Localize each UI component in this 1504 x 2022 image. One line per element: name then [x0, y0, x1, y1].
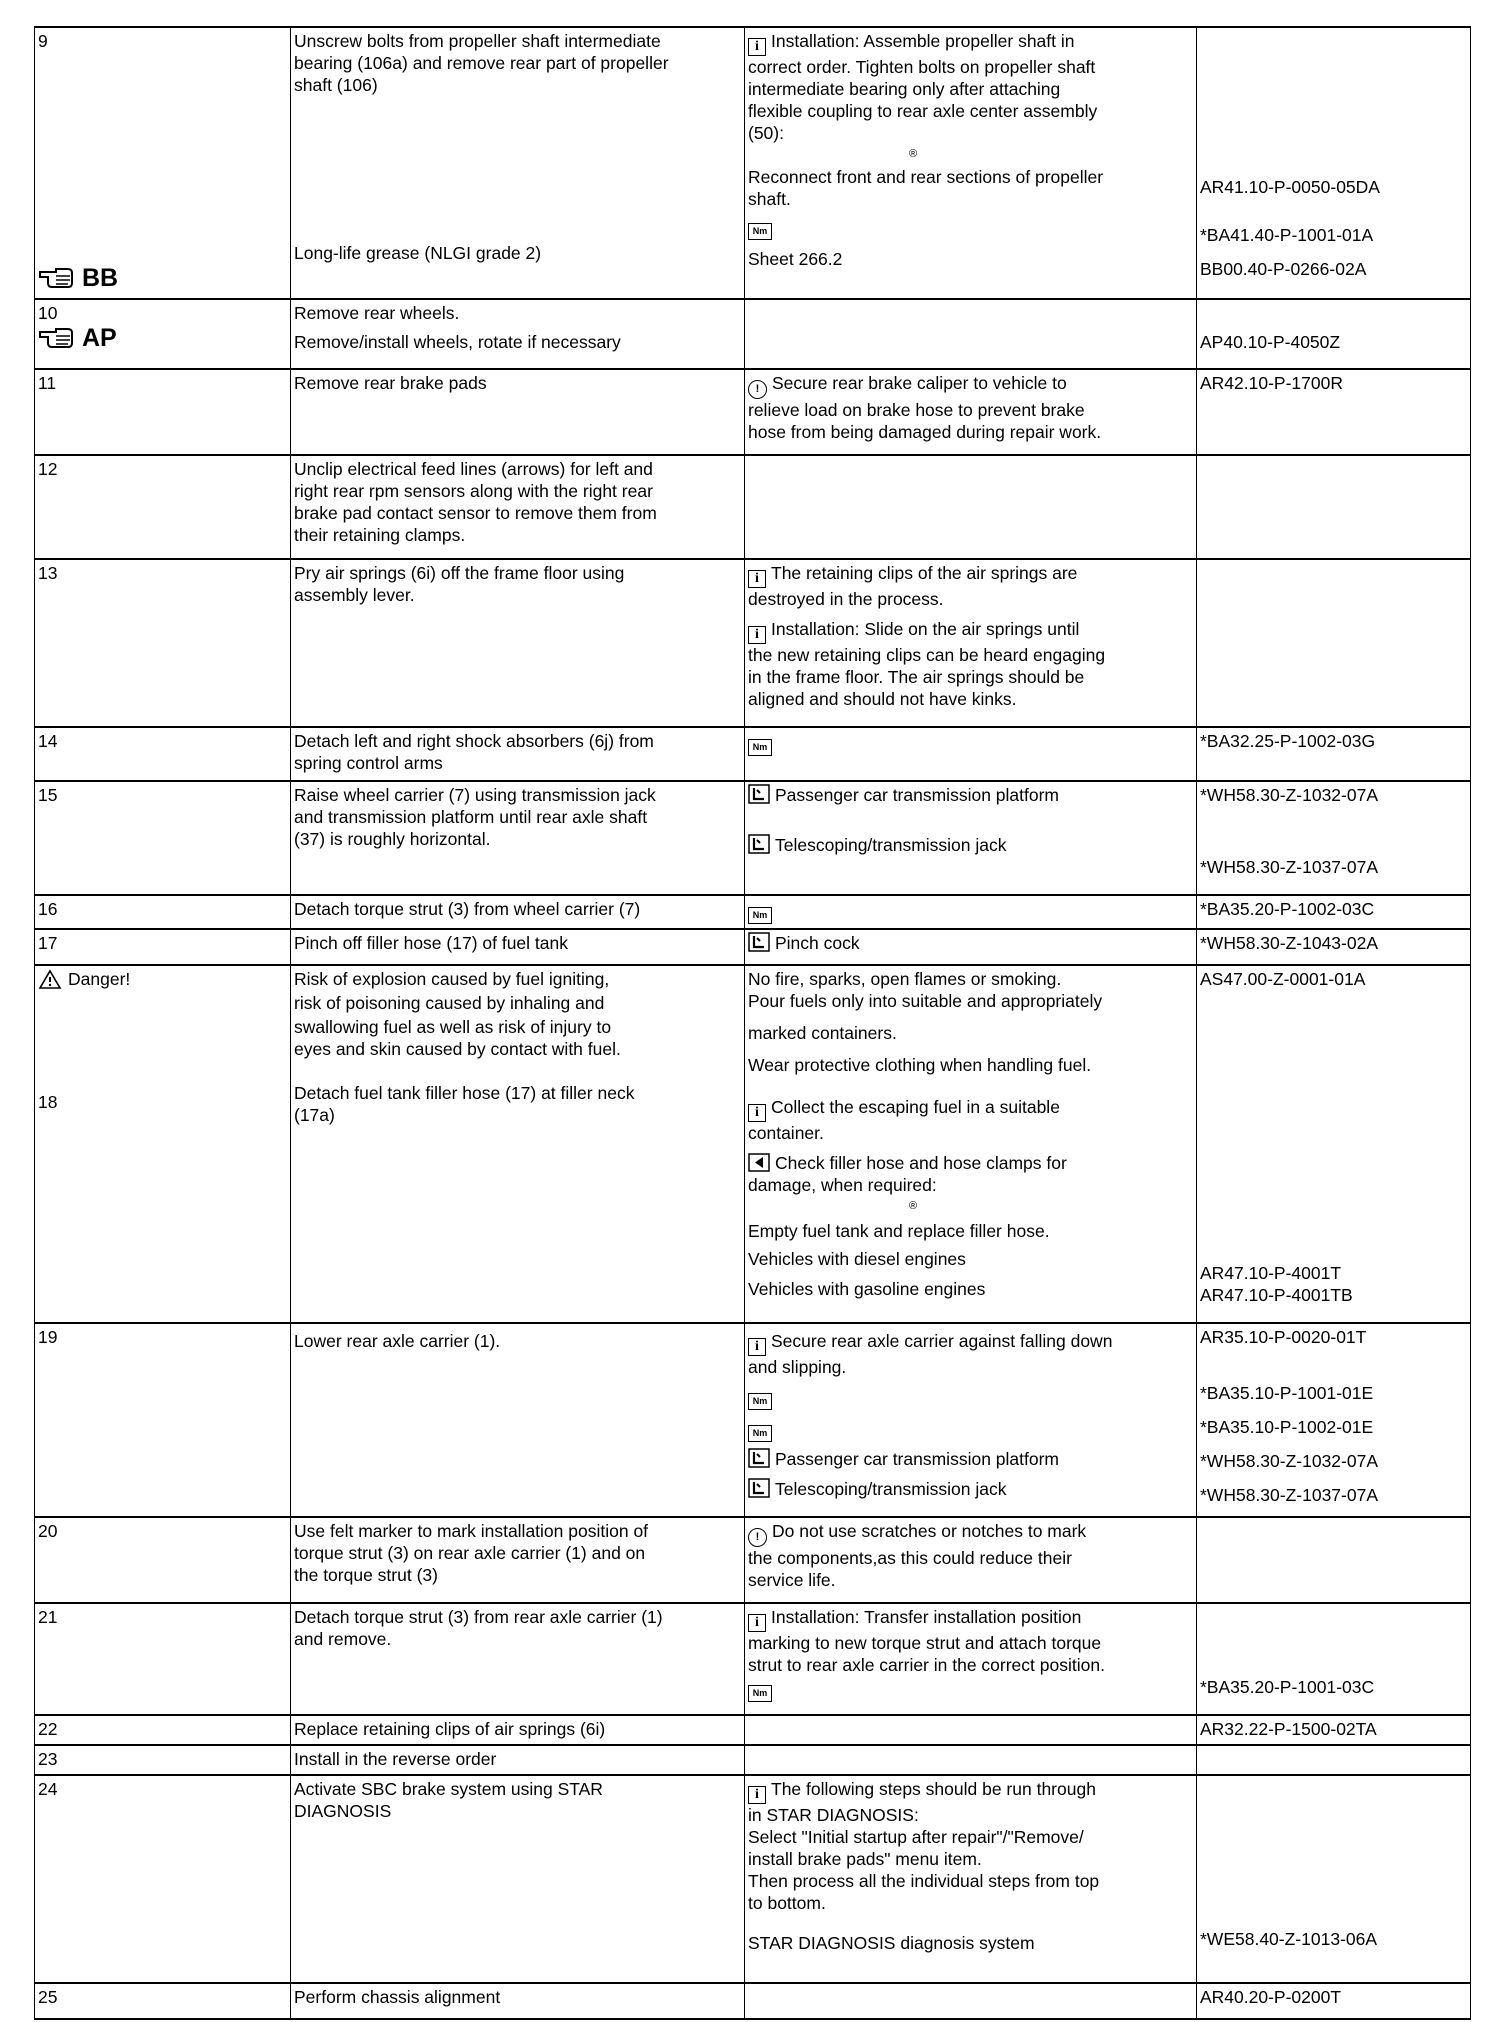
reference-cell — [1197, 455, 1471, 559]
reference-cell — [1197, 781, 1471, 895]
safety-note: Pour fuels only into suitable and appropriately — [748, 991, 1103, 1011]
note-line: (50): — [748, 123, 784, 143]
note-line: the components,as this could reduce their — [748, 1548, 1072, 1568]
document-reference-link[interactable]: *BA35.20-P-1001-03C — [1200, 1677, 1375, 1697]
info-note: i Collect the escaping fuel in a suitable — [748, 1096, 1193, 1122]
table-row — [35, 299, 1471, 369]
note-line: Empty fuel tank and replace filler hose. — [748, 1221, 1050, 1241]
note-line: destroyed in the process. — [748, 589, 944, 609]
description-line: and transmission platform until rear axle shaft — [294, 807, 648, 827]
notes-cell — [745, 1775, 1197, 1983]
description-line: Remove rear wheels. — [294, 303, 460, 323]
description-line: Unclip electrical feed lines (arrows) for left and — [294, 459, 653, 479]
torque-icon: Nm — [748, 907, 772, 924]
step-number: 21 — [38, 1607, 58, 1627]
step-number: 22 — [38, 1719, 58, 1739]
torque-icon: Nm — [748, 1685, 772, 1702]
special-tool-icon — [748, 1448, 770, 1468]
check-icon — [748, 1153, 770, 1172]
repair-steps-table — [34, 26, 1471, 2020]
pointing-hand-icon — [38, 267, 78, 289]
info-icon: i — [748, 570, 766, 588]
pointer-reference: BB — [38, 264, 118, 292]
info-icon: i — [748, 1786, 766, 1804]
document-reference-link[interactable]: *BA35.10-P-1001-01E — [1200, 1383, 1374, 1403]
step-description-cell — [291, 1517, 745, 1603]
document-reference-link[interactable]: *BA35.10-P-1002-01E — [1200, 1417, 1374, 1437]
notes-cell — [745, 727, 1197, 781]
note-line: to bottom. — [748, 1893, 826, 1913]
note-line: install brake pads" menu item. — [748, 1849, 982, 1869]
info-note: i Installation: Slide on the air springs until — [748, 618, 1193, 644]
note-line: Reconnect front and rear sections of propeller — [748, 167, 1104, 187]
tool-note: Telescoping/transmission jack — [748, 1478, 1193, 1500]
document-marker: ® — [908, 148, 918, 160]
step-description-cell — [291, 1775, 745, 1983]
check-note: Check filler hose and hose clamps for — [748, 1152, 1193, 1174]
torque-icon: Nm — [748, 223, 772, 240]
step-number-cell — [35, 455, 291, 559]
notes-cell — [745, 369, 1197, 455]
tool-note: Telescoping/transmission jack — [748, 834, 1193, 856]
note-line: in STAR DIAGNOSIS: — [748, 1805, 919, 1825]
document-reference-link[interactable]: *WH58.30-Z-1032-07A — [1200, 785, 1378, 805]
description-line: Remove rear brake pads — [294, 373, 487, 393]
table-row — [35, 1517, 1471, 1603]
step-description-cell — [291, 1323, 745, 1517]
step-number-cell — [35, 1517, 291, 1603]
special-tool-icon — [748, 1478, 770, 1498]
notes-cell — [745, 781, 1197, 895]
description-line: their retaining clamps. — [294, 525, 466, 545]
document-reference-link[interactable]: AS47.00-Z-0001-01A — [1200, 969, 1366, 989]
notes-cell — [745, 1983, 1197, 2019]
step-description-cell — [291, 895, 745, 929]
step-number: 24 — [38, 1779, 58, 1799]
step-description-cell — [291, 299, 745, 369]
description-line: Lower rear axle carrier (1). — [294, 1331, 501, 1351]
note-line: shaft. — [748, 189, 791, 209]
description-line: Raise wheel carrier (7) using transmission jack — [294, 785, 656, 805]
document-reference-link[interactable]: AR40.20-P-0200T — [1200, 1987, 1342, 2007]
tool-note: STAR DIAGNOSIS diagnosis system — [748, 1933, 1035, 1953]
reference-cell — [1197, 1715, 1471, 1745]
danger-label: Danger! — [38, 968, 130, 990]
reference-cell — [1197, 1517, 1471, 1603]
table-row — [35, 455, 1471, 559]
description-line: brake pad contact sensor to remove them from — [294, 503, 657, 523]
info-note: i Installation: Assemble propeller shaft in — [748, 30, 1193, 56]
step-description-cell — [291, 1745, 745, 1775]
notes-cell — [745, 965, 1197, 1323]
document-reference-link[interactable]: *WE58.40-Z-1013-06A — [1200, 1929, 1378, 1949]
step-number: 10 — [38, 303, 58, 323]
special-tool-icon — [748, 932, 770, 952]
note-line: hose from being damaged during repair work. — [748, 422, 1102, 442]
step-number-cell — [35, 1775, 291, 1983]
tool-note: Pinch cock — [748, 932, 1193, 954]
info-icon: i — [748, 1614, 766, 1632]
table-row — [35, 965, 1471, 1323]
description-line: Perform chassis alignment — [294, 1987, 501, 2007]
grease-spec: Long-life grease (NLGI grade 2) — [294, 243, 542, 263]
description-line: shaft (106) — [294, 75, 378, 95]
info-icon: i — [748, 38, 766, 56]
description-line: Unscrew bolts from propeller shaft intermediate — [294, 31, 661, 51]
reference-cell — [1197, 727, 1471, 781]
step-number-cell — [35, 1323, 291, 1517]
description-line: right rear rpm sensors along with the right rear — [294, 481, 653, 501]
reference-cell — [1197, 1603, 1471, 1715]
step-description-cell — [291, 1715, 745, 1745]
torque-icon: Nm — [748, 739, 772, 756]
tool-note: Passenger car transmission platform — [748, 784, 1193, 806]
special-tool-icon — [748, 834, 770, 854]
document-reference-link[interactable]: AR47.10-P-4001T — [1200, 1263, 1342, 1283]
step-description-cell — [291, 369, 745, 455]
step-number: 14 — [38, 731, 58, 751]
table-row — [35, 929, 1471, 965]
step-number: 15 — [38, 785, 58, 805]
step-number: 12 — [38, 459, 58, 479]
notes-cell — [745, 1323, 1197, 1517]
document-reference-link[interactable]: *BA32.25-P-1002-03G — [1200, 731, 1376, 751]
warning-triangle-icon — [38, 969, 62, 990]
table-row — [35, 369, 1471, 455]
description-line: spring control arms — [294, 753, 443, 773]
notes-cell — [745, 1603, 1197, 1715]
note-line: in the frame floor. The air springs should be — [748, 667, 1085, 687]
description-line: assembly lever. — [294, 585, 415, 605]
notes-cell — [745, 929, 1197, 965]
info-icon: i — [748, 1104, 766, 1122]
table-row — [35, 1745, 1471, 1775]
step-number-cell — [35, 965, 291, 1323]
safety-note: marked containers. — [748, 1023, 897, 1043]
document-reference-link[interactable]: AR32.22-P-1500-02TA — [1200, 1719, 1377, 1739]
notes-cell — [745, 1715, 1197, 1745]
note-line: and slipping. — [748, 1357, 847, 1377]
special-tool-icon — [748, 784, 770, 804]
step-description-cell — [291, 727, 745, 781]
info-note: i Secure rear axle carrier against falling down — [748, 1330, 1193, 1356]
document-reference-link[interactable]: AR42.10-P-1700R — [1200, 373, 1343, 393]
document-reference-link[interactable]: *BA41.40-P-1001-01A — [1200, 225, 1374, 245]
description-line: Detach left and right shock absorbers (6j) from — [294, 731, 654, 751]
step-number-cell — [35, 895, 291, 929]
document-reference-link[interactable]: *WH58.30-Z-1037-07A — [1200, 1485, 1378, 1505]
note-line: service life. — [748, 1570, 836, 1590]
document-marker: ® — [908, 1200, 918, 1212]
table-row — [35, 1323, 1471, 1517]
document-reference-link[interactable]: BB00.40-P-0266-02A — [1200, 259, 1367, 279]
reference-cell — [1197, 965, 1471, 1323]
description-line: DIAGNOSIS — [294, 1801, 392, 1821]
reference-cell — [1197, 1775, 1471, 1983]
info-note: i Installation: Transfer installation position — [748, 1606, 1193, 1632]
description-line: torque strut (3) on rear axle carrier (1) and on — [294, 1543, 646, 1563]
step-description-cell — [291, 559, 745, 727]
step-number: 18 — [38, 1091, 58, 1112]
document-reference-link[interactable]: *WH58.30-Z-1032-07A — [1200, 1451, 1378, 1471]
note-line: Vehicles with gasoline engines — [748, 1279, 986, 1299]
info-icon: i — [748, 626, 766, 644]
step-number-cell — [35, 299, 291, 369]
step-number: 25 — [38, 1987, 58, 2007]
table-row — [35, 559, 1471, 727]
step-description-cell — [291, 27, 745, 299]
description-line: and remove. — [294, 1629, 392, 1649]
caution-note: ! Secure rear brake caliper to vehicle to — [748, 372, 1193, 399]
reference-cell — [1197, 1323, 1471, 1517]
document-reference-link[interactable]: *WH58.30-Z-1043-02A — [1200, 933, 1378, 953]
description-line: Pry air springs (6i) off the frame floor using — [294, 563, 625, 583]
step-number-cell — [35, 929, 291, 965]
notes-cell — [745, 455, 1197, 559]
safety-note: No fire, sparks, open flames or smoking. — [748, 969, 1062, 989]
torque-icon: Nm — [748, 1393, 772, 1410]
note-line: container. — [748, 1123, 824, 1143]
note-line: intermediate bearing only after attaching — [748, 79, 1061, 99]
step-number: 11 — [38, 373, 57, 393]
step-description-cell — [291, 781, 745, 895]
description-line: Detach torque strut (3) from wheel carrier (7) — [294, 899, 641, 919]
notes-cell — [745, 1745, 1197, 1775]
note-line: Select "Initial startup after repair"/"Remove/ — [748, 1827, 1084, 1847]
document-reference-link[interactable]: *WH58.30-Z-1037-07A — [1200, 857, 1378, 877]
notes-cell — [745, 1517, 1197, 1603]
description-line: Use felt marker to mark installation position of — [294, 1521, 649, 1541]
note-line: the new retaining clips can be heard engaging — [748, 645, 1106, 665]
step-number: 23 — [38, 1749, 58, 1769]
reference-cell — [1197, 369, 1471, 455]
note-line: relieve load on brake hose to prevent brake — [748, 400, 1085, 420]
note-line: Vehicles with diesel engines — [748, 1249, 966, 1269]
notes-cell — [745, 299, 1197, 369]
danger-description: Risk of explosion caused by fuel igniting, — [294, 969, 610, 989]
description-line: (17a) — [294, 1105, 335, 1125]
reference-cell — [1197, 929, 1471, 965]
table-row — [35, 781, 1471, 895]
reference-cell — [1197, 895, 1471, 929]
step-description-cell — [291, 929, 745, 965]
step-number: 17 — [38, 933, 58, 953]
step-number-cell — [35, 1745, 291, 1775]
danger-description: risk of poisoning caused by inhaling and — [294, 993, 605, 1013]
description-line: Remove/install wheels, rotate if necessary — [294, 332, 621, 352]
step-number-cell — [35, 369, 291, 455]
document-reference-link[interactable]: AR41.10-P-0050-05DA — [1200, 177, 1380, 197]
table-row — [35, 727, 1471, 781]
reference-cell — [1197, 299, 1471, 369]
document-reference-link[interactable]: AR35.10-P-0020-01T — [1200, 1327, 1367, 1347]
notes-cell — [745, 559, 1197, 727]
description-line: bearing (106a) and remove rear part of propeller — [294, 53, 669, 73]
pointing-hand-icon — [38, 327, 78, 349]
reference-cell — [1197, 1983, 1471, 2019]
step-number-cell — [35, 727, 291, 781]
step-description-cell — [291, 455, 745, 559]
step-number: 16 — [38, 899, 58, 919]
note-line: Then process all the individual steps from top — [748, 1871, 1100, 1891]
note-line: correct order. Tighten bolts on propeller shaft — [748, 57, 1096, 77]
document-reference-link[interactable]: AR47.10-P-4001TB — [1200, 1285, 1353, 1305]
step-number: 20 — [38, 1521, 58, 1541]
step-description-cell — [291, 1603, 745, 1715]
table-row — [35, 1715, 1471, 1745]
document-reference-link[interactable]: AP40.10-P-4050Z — [1200, 332, 1341, 352]
step-number-cell — [35, 1983, 291, 2019]
danger-description: swallowing fuel as well as risk of injury to — [294, 1017, 612, 1037]
info-icon: i — [748, 1338, 766, 1356]
note-line: aligned and should not have kinks. — [748, 689, 1017, 709]
description-line: Pinch off filler hose (17) of fuel tank — [294, 933, 568, 953]
step-number: 9 — [38, 31, 48, 51]
step-number-cell — [35, 1715, 291, 1745]
table-row — [35, 1603, 1471, 1715]
caution-note: ! Do not use scratches or notches to mark — [748, 1520, 1193, 1547]
step-number: 19 — [38, 1327, 58, 1347]
caution-icon: ! — [748, 1528, 767, 1547]
step-number-cell — [35, 1603, 291, 1715]
table-row — [35, 1775, 1471, 1983]
info-note: i The following steps should be run through — [748, 1778, 1193, 1804]
description-line: Replace retaining clips of air springs (6i) — [294, 1719, 606, 1739]
note-line: damage, when required: — [748, 1175, 937, 1195]
caution-icon: ! — [748, 380, 767, 399]
danger-description: eyes and skin caused by contact with fuel. — [294, 1039, 621, 1059]
description-line: Detach torque strut (3) from rear axle carrier (1) — [294, 1607, 663, 1627]
description-line: Install in the reverse order — [294, 1749, 497, 1769]
description-line: (37) is roughly horizontal. — [294, 829, 491, 849]
document-reference-link[interactable]: *BA35.20-P-1002-03C — [1200, 899, 1375, 919]
note-line: strut to rear axle carrier in the correct position. — [748, 1655, 1105, 1675]
description-line: Detach fuel tank filler hose (17) at filler neck — [294, 1083, 635, 1103]
reference-cell — [1197, 559, 1471, 727]
info-note: i The retaining clips of the air springs are — [748, 562, 1193, 588]
step-description-cell — [291, 1983, 745, 2019]
table-row — [35, 1983, 1471, 2019]
notes-cell — [745, 27, 1197, 299]
reference-cell — [1197, 27, 1471, 299]
step-number: 13 — [38, 563, 58, 583]
notes-cell — [745, 895, 1197, 929]
tool-note: Passenger car transmission platform — [748, 1448, 1193, 1470]
description-line: the torque strut (3) — [294, 1565, 438, 1585]
note-line: flexible coupling to rear axle center assembly — [748, 101, 1098, 121]
note-line: marking to new torque strut and attach torque — [748, 1633, 1102, 1653]
table-row — [35, 27, 1471, 299]
pointer-reference: AP — [38, 324, 117, 352]
description-line: Activate SBC brake system using STAR — [294, 1779, 603, 1799]
torque-icon: Nm — [748, 1425, 772, 1442]
step-number-cell — [35, 559, 291, 727]
safety-note: Wear protective clothing when handling fuel. — [748, 1055, 1092, 1075]
reference-cell — [1197, 1745, 1471, 1775]
sheet-reference: Sheet 266.2 — [748, 249, 843, 269]
step-number-cell — [35, 27, 291, 299]
step-description-cell — [291, 965, 745, 1323]
step-number-cell — [35, 781, 291, 895]
table-row — [35, 895, 1471, 929]
